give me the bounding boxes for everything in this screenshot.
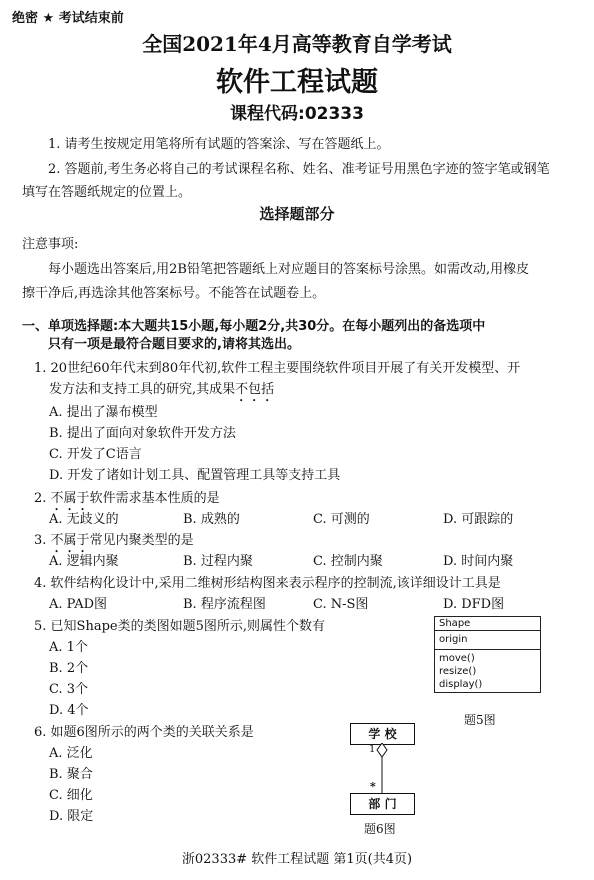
q1-option-d: D. 开发了诸如计划工具、配置管理工具等支持工具 — [49, 468, 341, 483]
q3-stem-text: 常见内聚类型的是 — [89, 533, 194, 548]
q6-option-d: D. 限定 — [49, 809, 94, 824]
q2-stem-emphasis: 不属于 — [50, 491, 90, 506]
shape-class-op-move: move() — [435, 649, 540, 665]
q1-option-b: B. 提出了面向对象软件开发方法 — [49, 426, 236, 441]
q4-option-d: D. DFD图 — [443, 597, 505, 612]
q5-option-b: B. 2个 — [49, 661, 89, 676]
subject-title: 软件工程试题 — [216, 67, 378, 98]
school-class-box: 学 校 — [350, 723, 415, 745]
multiplicity-top: 1 — [369, 744, 376, 755]
note-line-1: 每小题选出答案后,用2B铅笔把答题纸上对应题目的答案标号涂黑。如需改动,用橡皮 — [48, 262, 530, 277]
q4-option-a: A. PAD图 — [49, 597, 108, 612]
instruction-2-line2: 填写在答题纸规定的位置上。 — [22, 185, 192, 200]
q6-stem: 6. 如题6图所示的两个类的关联关系是 — [34, 725, 254, 740]
multiplicity-bottom: * — [370, 780, 376, 793]
shape-class-name: Shape — [439, 618, 471, 629]
q1-stem-emphasis: 不包括 — [235, 382, 275, 397]
q2-number: 2. — [34, 491, 47, 506]
q3-option-a: A. 逻辑内聚 — [49, 554, 119, 569]
q3-stem-emphasis: 不属于 — [50, 533, 90, 548]
q6-option-a: A. 泛化 — [49, 746, 93, 761]
q3-number: 3. — [34, 533, 47, 548]
q1-option-a: A. 提出了瀑布模型 — [49, 405, 158, 420]
course-code: 课程代码:02333 — [230, 104, 364, 124]
q4-stem: 4. 软件结构化设计中,采用二维树形结构图来表示程序的控制流,该详细设计工具是 — [34, 576, 501, 591]
shape-class-op-display: display() — [439, 679, 483, 690]
q1-option-c: C. 开发了C语言 — [49, 447, 142, 462]
aggregation-diamond-icon — [377, 743, 387, 757]
q6-option-c: C. 细化 — [49, 788, 93, 803]
q5-option-d: D. 4个 — [49, 703, 89, 718]
figure5-caption: 题5图 — [464, 713, 496, 727]
shape-class-diagram — [434, 616, 541, 693]
q2-option-c: C. 可测的 — [313, 512, 370, 527]
q6-option-b: B. 聚合 — [49, 767, 93, 782]
exam-title: 全国2021年4月高等教育自学考试 — [142, 32, 452, 56]
q3-option-d: D. 时间内聚 — [443, 554, 514, 569]
department-class-box: 部 门 — [350, 793, 415, 815]
q1-stem-line1: 1. 20世纪60年代末到80年代初,软件工程主要围绕软件项目开展了有关开发模型、开 — [34, 361, 521, 376]
shape-class-op-resize: resize() — [439, 666, 477, 677]
part-title-line-2: 只有一项是最符合题目要求的,请将其选出。 — [48, 337, 300, 352]
q3-option-c: C. 控制内聚 — [313, 554, 383, 569]
q4-option-b: B. 程序流程图 — [183, 597, 266, 612]
q5-option-c: C. 3个 — [49, 682, 89, 697]
part-title-line-1: 一、单项选择题:本大题共15小题,每小题2分,共30分。在每小题列出的备选项中 — [22, 319, 486, 334]
q2-stem-text: 软件需求基本性质的是 — [89, 491, 220, 506]
figure6-caption: 题6图 — [364, 822, 396, 836]
shape-class-attribute: origin — [435, 630, 540, 649]
q1-stem-text: 发方法和支持工具的研究,其成果 — [49, 382, 236, 397]
q2-option-b: B. 成熟的 — [183, 512, 240, 527]
page-footer: 浙02333# 软件工程试题 第1页(共4页) — [181, 852, 413, 867]
instruction-2-line1: 2. 答题前,考生务必将自己的考试课程名称、姓名、准考证号用黑色字迹的签字笔或钢笔 — [48, 162, 550, 177]
q5-stem: 5. 已知Shape类的类图如题5图所示,则属性个数有 — [34, 619, 325, 634]
instruction-1: 1. 请考生按规定用笔将所有试题的答案涂、写在答题纸上。 — [48, 137, 390, 152]
q3-option-b: B. 过程内聚 — [183, 554, 253, 569]
q2-option-a: A. 无歧义的 — [49, 512, 119, 527]
confidential-label: 绝密 ★ 考试结束前 — [12, 11, 124, 26]
section-title: 选择题部分 — [259, 205, 335, 223]
q4-option-c: C. N-S图 — [313, 597, 369, 612]
q2-option-d: D. 可跟踪的 — [443, 512, 514, 527]
aggregation-connector — [360, 743, 400, 793]
notes-label: 注意事项: — [22, 237, 79, 252]
q5-option-a: A. 1个 — [49, 640, 88, 655]
note-line-2: 擦干净后,再选涂其他答案标号。不能答在试题卷上。 — [22, 286, 326, 301]
